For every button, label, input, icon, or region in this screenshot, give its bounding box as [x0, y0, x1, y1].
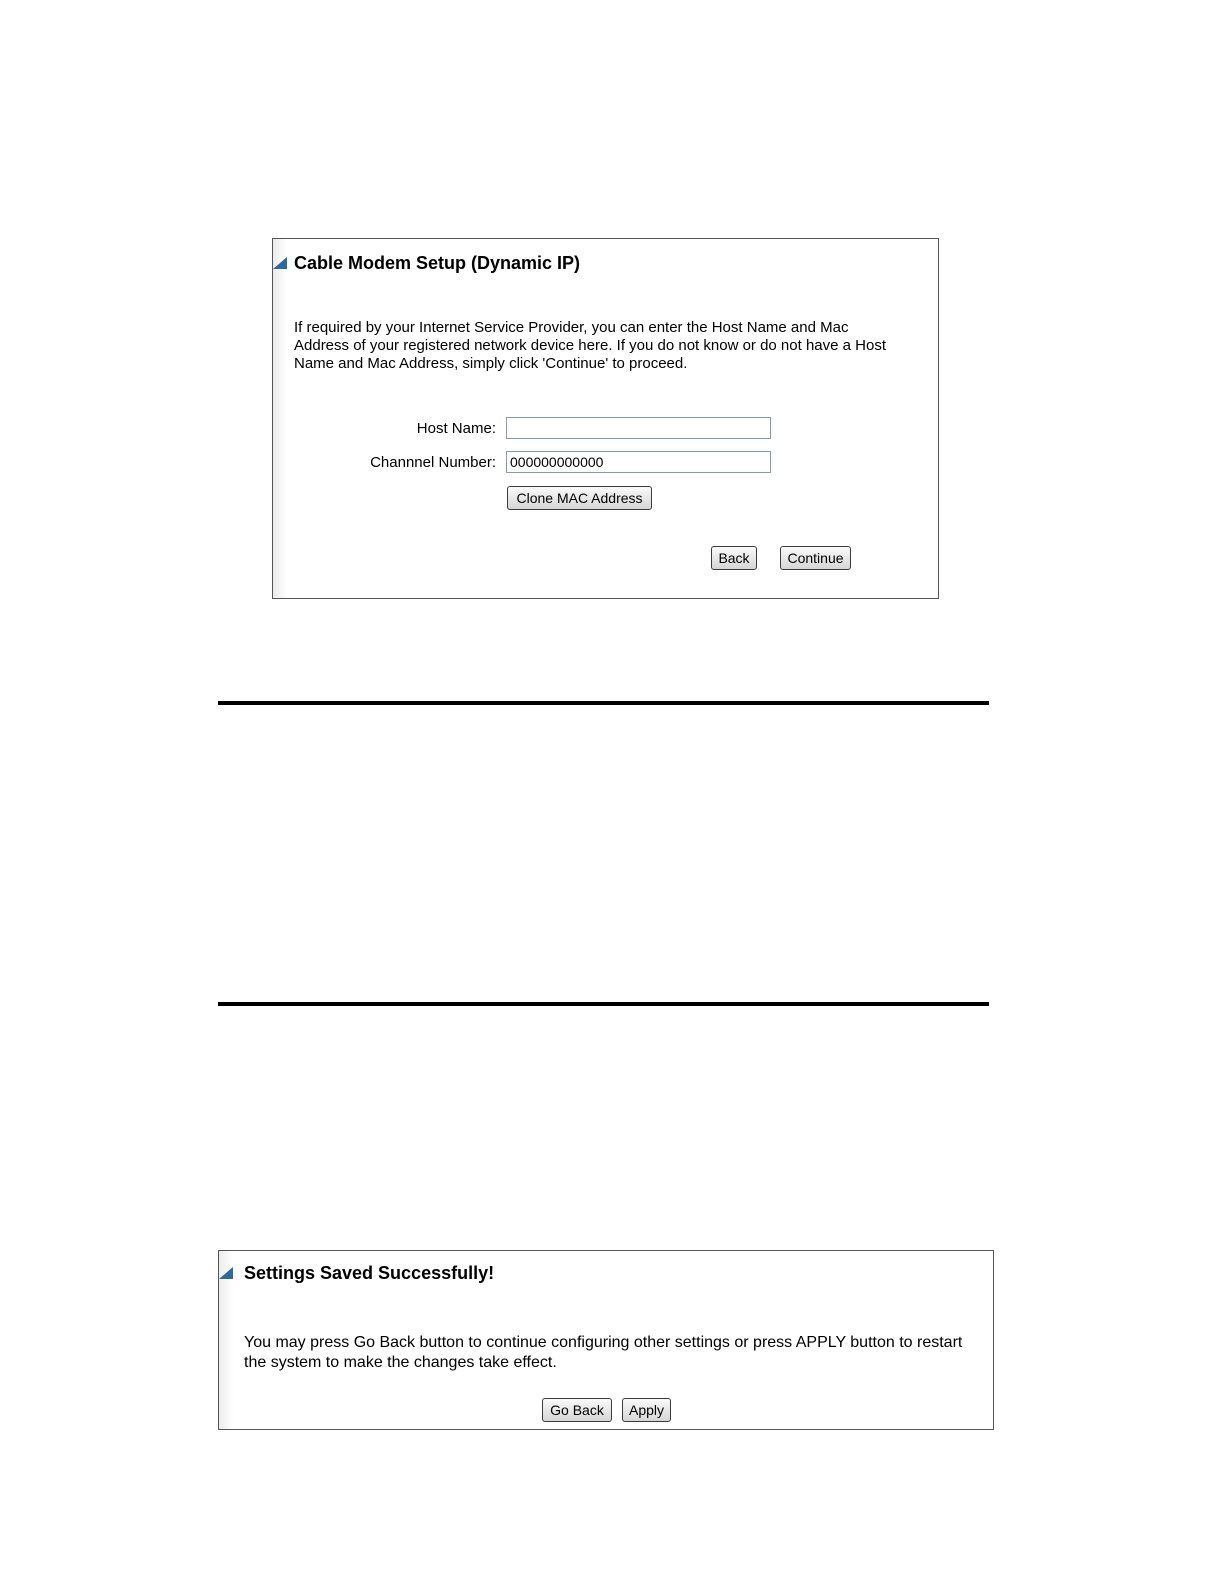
panel-description: If required by your Internet Service Provider, you can enter the Host Name and Mac Address of your registered network device here. If you do not know or do not have a Host Name and Mac Address, simply click 'Continue' to proceed.	[294, 319, 886, 372]
panel-description: You may press Go Back button to continue configuring other settings or press APPLY button to restart the system to make the changes take effect.	[244, 1334, 963, 1371]
host-name-input[interactable]	[506, 417, 771, 439]
panel-title: Cable Modem Setup (Dynamic IP)	[294, 253, 581, 273]
panel-title: Settings Saved Successfully!	[244, 1263, 495, 1283]
settings-saved-panel	[218, 1250, 994, 1430]
divider-rule-bottom	[218, 1002, 989, 1006]
title-marker-icon	[273, 257, 287, 269]
title-marker-icon	[219, 1267, 233, 1279]
clone-mac-address-button[interactable]: Clone MAC Address	[507, 486, 652, 510]
channel-number-input[interactable]	[506, 451, 771, 473]
back-button[interactable]: Back	[711, 546, 757, 570]
cable-modem-setup-panel	[272, 238, 939, 599]
continue-button[interactable]: Continue	[780, 546, 851, 570]
channel-number-label: Channnel Number:	[370, 454, 496, 471]
apply-button[interactable]: Apply	[622, 1398, 671, 1422]
go-back-button[interactable]: Go Back	[542, 1398, 612, 1422]
host-name-label: Host Name:	[416, 420, 496, 437]
divider-rule-top	[218, 701, 989, 705]
